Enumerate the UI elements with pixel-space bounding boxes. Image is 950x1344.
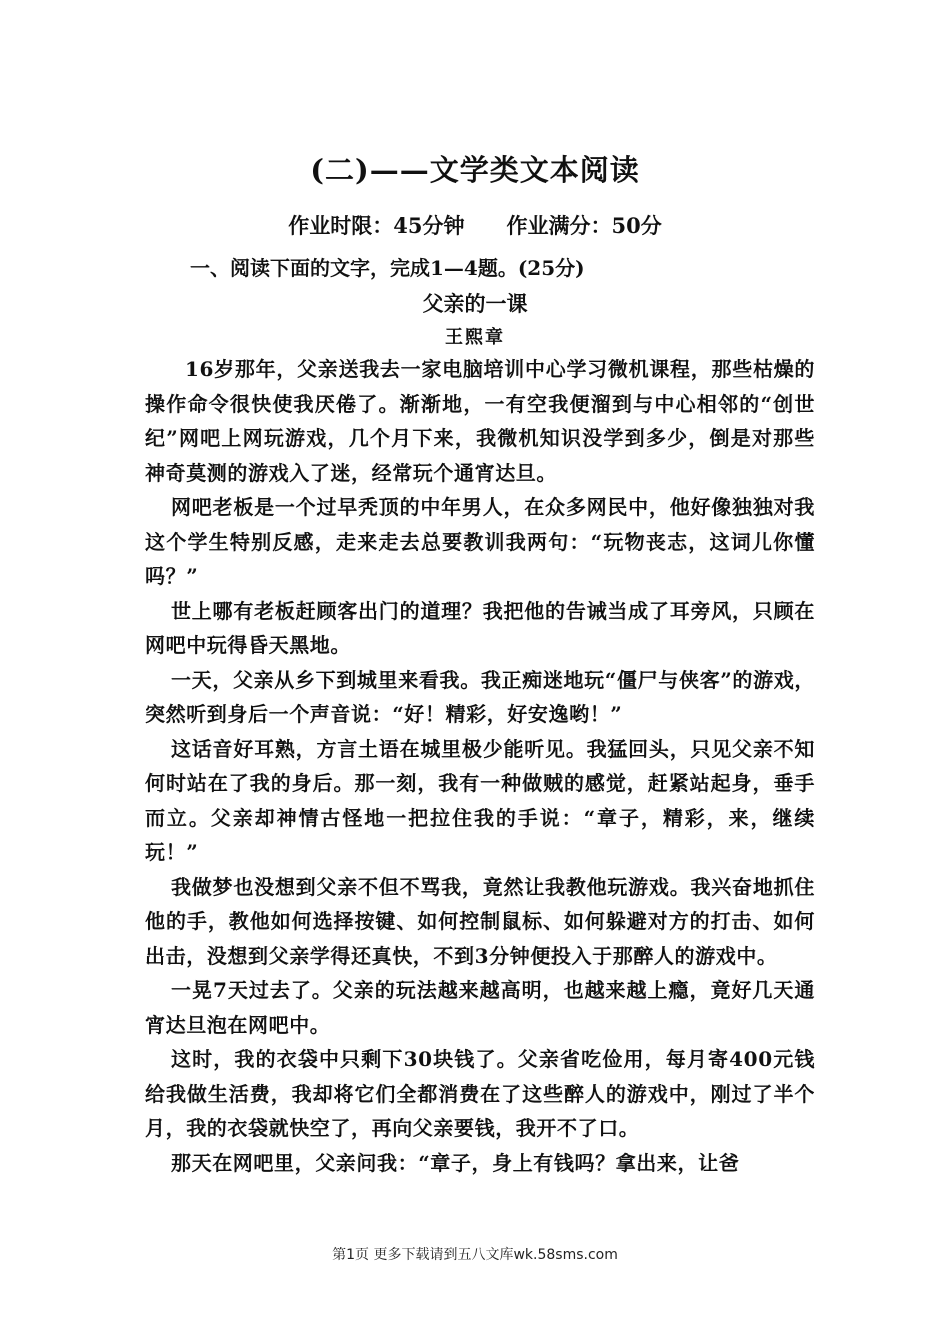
- question-heading: 一、阅读下面的文字，完成1—4题。(25分): [190, 256, 585, 280]
- paragraph: 世上哪有老板赶顾客出门的道理？我把他的告诫当成了耳旁风，只顾在网吧中玩得昏天黑地。: [145, 598, 815, 657]
- paragraph: 一天，父亲从乡下到城里来看我。我正痴迷地玩“僵尸与侠客”的游戏，突然听到身后一个声音说：“好！精彩，好安逸哟！”: [145, 667, 815, 726]
- paragraph: 这话音好耳熟，方言土语在城里极少能听见。我猛回头，只见父亲不知何时站在了我的身后。那一刻，我有一种做贼的感觉，赶紧站起身，垂手而立。父亲却神情古怪地一把拉住我的手说：“章子，精彩，来，继续玩！”: [145, 736, 815, 864]
- article-body: [145, 352, 815, 1180]
- paragraph: 一晃7天过去了。父亲的玩法越来越高明，也越来越上瘾，竟好几天通宵达旦泡在网吧中。: [145, 978, 815, 1037]
- article-title: 父亲的一课: [422, 291, 528, 316]
- paragraph: 16岁那年，父亲送我去一家电脑培训中心学习微机课程，那些枯燥的操作命令很快使我厌倦了。渐渐地，一有空我便溜到与中心相邻的“创世纪”网吧上网玩游戏，几个月下来，我微机知识没学到多少，倒是对那些神奇莫测的游戏入了迷，经常玩个通宵达旦。: [145, 357, 816, 485]
- document-title: (二)——文学类文本阅读: [310, 153, 640, 187]
- page-footer[interactable]: 第1页 更多下载请到五八文库wk.58sms.com: [332, 1247, 618, 1263]
- paragraph: 我做梦也没想到父亲不但不骂我，竟然让我教他玩游戏。我兴奋地抓住他的手，教他如何选择按键、如何控制鼠标、如何躲避对方的打击、如何出击，没想到父亲学得还真快，不到3分钟便投入于那醉人的游戏中。: [145, 874, 815, 968]
- assignment-meta: 作业时限：45分钟 作业满分：50分: [288, 213, 662, 238]
- article-author: 王熙章: [445, 327, 505, 348]
- paragraph: 这时，我的衣袋中只剩下30块钱了。父亲省吃俭用，每月寄400元钱给我做生活费，我却将它们全都消费在了这些醉人的游戏中，刚过了半个月，我的衣袋就快空了，再向父亲要钱，我开不了口。: [145, 1047, 815, 1140]
- paragraph: 那天在网吧里，父亲问我：“章子，身上有钱吗？拿出来，让爸: [171, 1150, 740, 1175]
- paragraph: 网吧老板是一个过早秃顶的中年男人，在众多网民中，他好像独独对我这个学生特别反感，走来走去总要教训我两句：“玩物丧志，这词儿你懂吗？”: [145, 495, 815, 588]
